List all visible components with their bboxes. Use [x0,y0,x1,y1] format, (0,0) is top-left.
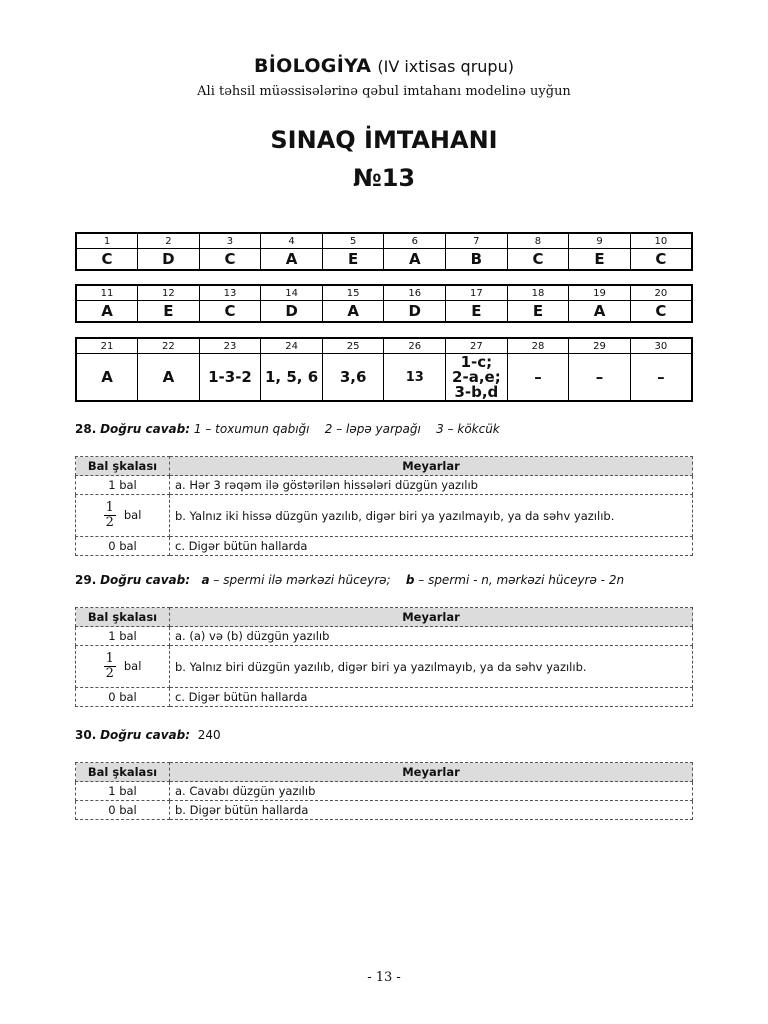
answer-val: A [569,301,631,323]
scale-header: Bal şkalası [76,608,170,627]
criteria-row [76,495,693,537]
answer-text-b: – spermi - n, mərkəzi hüceyrə - 2n [414,573,625,587]
answer-val: – [630,354,692,402]
answer-label: Doğru cavab: [100,728,191,742]
answer-val: C [199,301,261,323]
criteria-row [76,782,693,801]
answer-val: D [261,301,323,323]
criteria-row [76,627,693,646]
criteria-cell: a. Hər 3 rəqəm ilə göstərilən hissələri düzgün yazılıb [170,476,693,495]
answer-num: 19 [569,285,631,301]
subject-subtitle: Ali təhsil müəssisələrinə qəbul imtahanı modelinə uyğun [197,84,571,99]
answer-num: 9 [569,233,631,249]
answer-val: 1, 5, 6 [261,354,323,402]
criteria-row [76,646,693,688]
answer-line: 3-b,d [454,382,499,401]
answer-val: E [569,249,631,271]
criteria-cell: b. Yalnız iki hissə düzgün yazılıb, digər biri ya yazılmayıb, ya da səhv yazılıb. [170,495,693,537]
answer-num: 3 [199,233,261,249]
answer-text: 1 – toxumun qabığı 2 – ləpə yarpağı 3 – kökcük [193,422,500,436]
answer-val: E [446,301,508,323]
answer-val: A [384,249,446,271]
exam-title: SINAQ İMTAHANI [270,126,498,154]
answer-num-row [76,233,692,249]
answer-val-row [76,354,692,402]
answer-num: 14 [261,285,323,301]
criteria-table-28 [75,456,693,556]
fraction-numerator: 1 [105,500,114,515]
answer-val-multi [446,354,508,402]
answer-num: 1 [76,233,138,249]
fraction-denominator: 2 [105,666,114,681]
answer-num: 26 [384,338,446,354]
criteria-row [76,476,693,495]
question-30-answer [75,728,221,742]
answer-num: 12 [138,285,200,301]
fraction-half [104,501,116,530]
answer-key-b: b [405,573,415,587]
answer-num: 25 [322,338,384,354]
question-29-answer [75,573,624,587]
fraction-denominator: 2 [105,515,114,530]
score-cell: 1 bal [76,782,170,801]
answer-num: 7 [446,233,508,249]
score-cell: 0 bal [76,801,170,820]
answer-val: A [138,354,200,402]
answer-num: 8 [507,233,569,249]
answer-val: A [261,249,323,271]
answer-text-a: – spermi ilə mərkəzi hüceyrə; [209,573,391,587]
answer-num: 21 [76,338,138,354]
criteria-header: Meyarlar [170,457,693,476]
answer-num: 30 [630,338,692,354]
answer-num: 18 [507,285,569,301]
answer-num: 10 [630,233,692,249]
answer-num: 2 [138,233,200,249]
scale-header: Bal şkalası [76,763,170,782]
answer-label: Doğru cavab: [100,422,191,436]
answer-num: 6 [384,233,446,249]
score-cell-half [76,646,170,688]
answer-num: 4 [261,233,323,249]
answer-num: 24 [261,338,323,354]
answer-val: A [76,354,138,402]
criteria-header: Meyarlar [170,763,693,782]
answer-num: 13 [199,285,261,301]
answer-num: 23 [199,338,261,354]
answer-val: E [138,301,200,323]
criteria-table-29 [75,607,693,707]
answer-text: 240 [197,728,221,742]
answer-val: – [569,354,631,402]
answer-val: C [199,249,261,271]
answer-num-row [76,285,692,301]
answer-num: 27 [446,338,508,354]
answer-val: A [76,301,138,323]
answer-num: 22 [138,338,200,354]
scale-header: Bal şkalası [76,457,170,476]
answer-val: E [322,249,384,271]
answer-val: E [507,301,569,323]
answer-val: C [630,301,692,323]
answer-table-2 [75,284,693,323]
answer-num: 11 [76,285,138,301]
fraction-numerator: 1 [105,651,114,666]
answer-label: Doğru cavab: [100,573,191,587]
criteria-cell: c. Digər bütün hallarda [170,537,693,556]
answer-val: C [76,249,138,271]
answer-num: 29 [569,338,631,354]
answer-val: D [138,249,200,271]
criteria-cell: a. (a) və (b) düzgün yazılıb [170,627,693,646]
fraction-half [104,652,116,681]
answer-val: D [384,301,446,323]
score-cell-half [76,495,170,537]
answer-val: A [322,301,384,323]
answer-num: 16 [384,285,446,301]
answer-line: 2-a,e; [452,367,501,386]
score-cell: 0 bal [76,537,170,556]
criteria-row [76,688,693,707]
answer-val: – [507,354,569,402]
answer-val: C [507,249,569,271]
criteria-cell: b. Digər bütün hallarda [170,801,693,820]
answer-val: 13 [384,354,446,402]
answer-key-a: a [201,573,210,587]
answer-num: 28 [507,338,569,354]
question-number: 30. [75,728,97,742]
answer-num: 15 [322,285,384,301]
subject-name: BİOLOGİYA [254,55,372,77]
score-unit: bal [123,659,142,673]
question-number: 28. [75,422,97,436]
subject-title [0,55,768,77]
answer-table-1 [75,232,693,271]
answer-val-row [76,301,692,323]
answer-val: 3,6 [322,354,384,402]
criteria-table-30 [75,762,693,820]
criteria-cell: c. Digər bütün hallarda [170,688,693,707]
answer-num: 20 [630,285,692,301]
criteria-row [76,537,693,556]
criteria-header: Meyarlar [170,608,693,627]
answer-num: 17 [446,285,508,301]
score-cell: 0 bal [76,688,170,707]
criteria-cell: b. Yalnız biri düzgün yazılıb, digər biri ya yazılmayıb, ya da səhv yazılıb. [170,646,693,688]
exam-number: №13 [352,164,416,192]
answer-val: C [630,249,692,271]
answer-val: B [446,249,508,271]
answer-line: 1-c; [460,352,493,371]
score-cell: 1 bal [76,627,170,646]
question-number: 29. [75,573,97,587]
score-unit: bal [123,508,142,522]
answer-num: 5 [322,233,384,249]
answer-val: 1-3-2 [199,354,261,402]
question-28-answer [75,422,500,436]
criteria-cell: a. Cavabı düzgün yazılıb [170,782,693,801]
answer-num-row [76,338,692,354]
subject-group: (IV ixtisas qrupu) [377,57,514,76]
criteria-row [76,801,693,820]
answer-val-row [76,249,692,271]
answer-table-3 [75,337,693,402]
page-number: - 13 - [367,970,401,985]
score-cell: 1 bal [76,476,170,495]
